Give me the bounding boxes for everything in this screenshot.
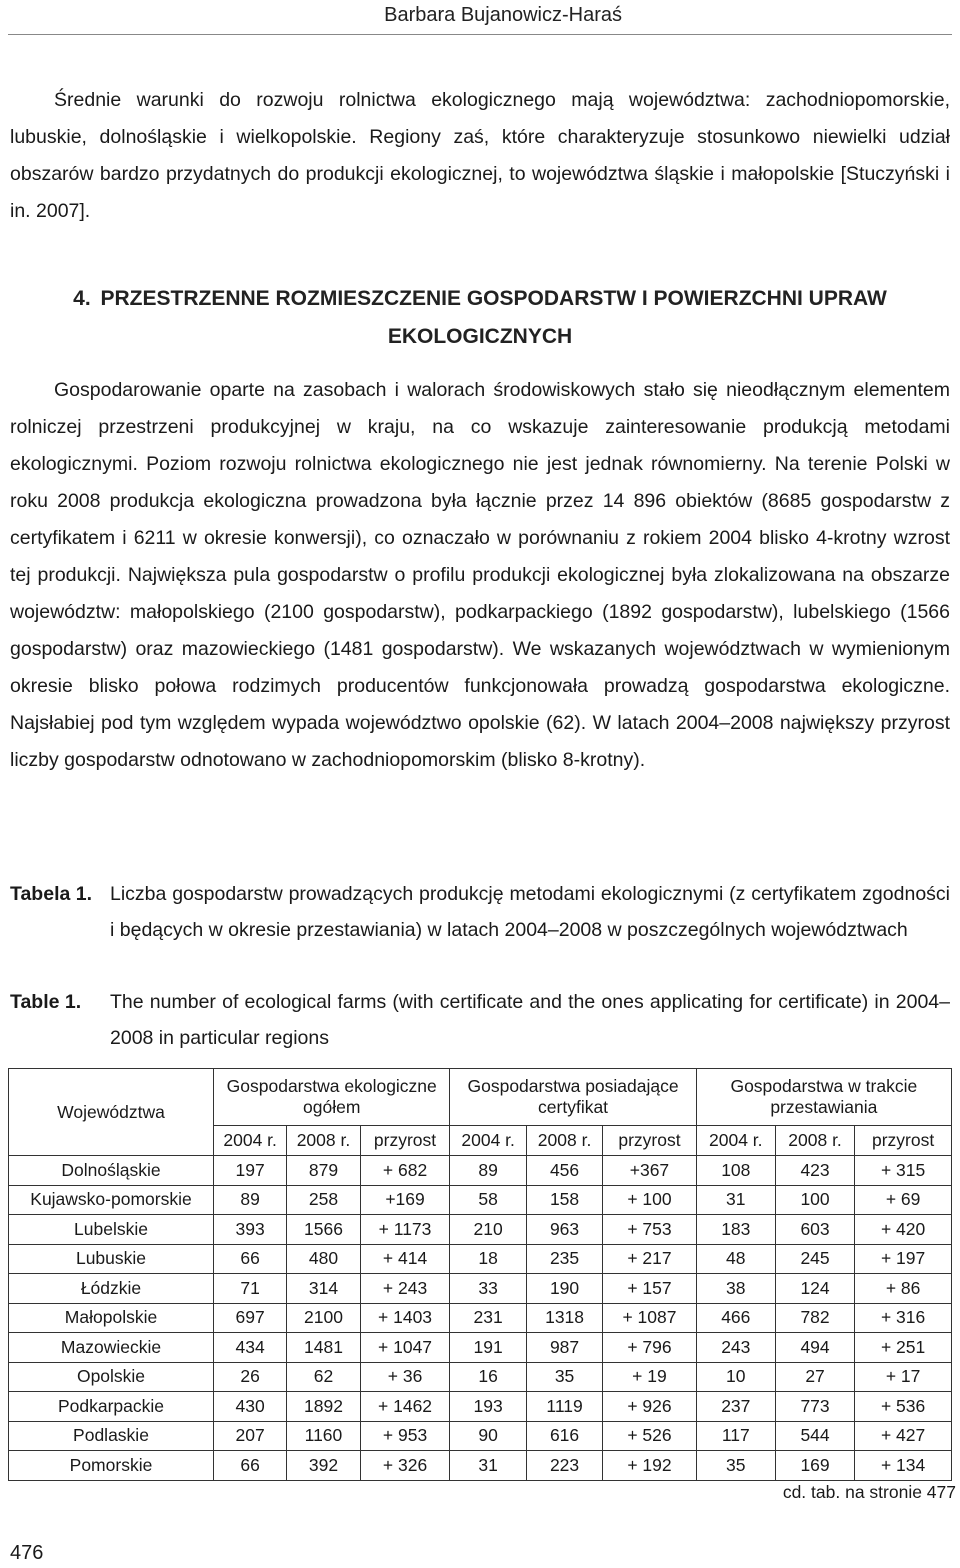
value-cell: + 17 [855, 1362, 952, 1392]
value-cell: 544 [775, 1421, 854, 1451]
value-cell: 879 [287, 1156, 360, 1186]
value-cell: 100 [775, 1185, 854, 1215]
subheader-2004: 2004 r. [214, 1126, 287, 1156]
value-cell: 89 [214, 1185, 287, 1215]
table-row [9, 1156, 952, 1186]
value-cell: + 682 [360, 1156, 450, 1186]
value-cell: + 1047 [360, 1333, 450, 1363]
table-row [9, 1185, 952, 1215]
value-cell: 963 [526, 1215, 602, 1245]
value-cell: 1318 [526, 1303, 602, 1333]
subheader-growth: przyrost [855, 1126, 952, 1156]
value-cell: 33 [450, 1274, 526, 1304]
table-row [9, 1215, 952, 1245]
section-heading [10, 280, 950, 356]
table-body [9, 1156, 952, 1481]
region-cell: Mazowieckie [9, 1333, 214, 1363]
value-cell: 392 [287, 1451, 360, 1481]
value-cell: + 36 [360, 1362, 450, 1392]
region-column-header: Województwa [9, 1069, 214, 1156]
value-cell: 987 [526, 1333, 602, 1363]
table-row [9, 1333, 952, 1363]
value-cell: 117 [696, 1421, 775, 1451]
region-cell: Podlaskie [9, 1421, 214, 1451]
value-cell: 456 [526, 1156, 602, 1186]
value-cell: + 1173 [360, 1215, 450, 1245]
region-cell: Małopolskie [9, 1303, 214, 1333]
value-cell: 697 [214, 1303, 287, 1333]
table-caption-en-label: Table 1. [10, 991, 82, 1013]
value-cell: 782 [775, 1303, 854, 1333]
value-cell: 314 [287, 1274, 360, 1304]
subheader-growth: przyrost [603, 1126, 696, 1156]
table-row [9, 1421, 952, 1451]
value-cell: 1892 [287, 1392, 360, 1422]
value-cell: 207 [214, 1421, 287, 1451]
value-cell: + 1462 [360, 1392, 450, 1422]
value-cell: + 1087 [603, 1303, 696, 1333]
value-cell: 108 [696, 1156, 775, 1186]
value-cell: + 19 [603, 1362, 696, 1392]
value-cell: 223 [526, 1451, 602, 1481]
value-cell: 603 [775, 1215, 854, 1245]
value-cell: 16 [450, 1362, 526, 1392]
region-cell: Lubelskie [9, 1215, 214, 1245]
value-cell: 48 [696, 1244, 775, 1274]
value-cell: + 316 [855, 1303, 952, 1333]
value-cell: 466 [696, 1303, 775, 1333]
region-cell: Kujawsko-pomorskie [9, 1185, 214, 1215]
value-cell: 66 [214, 1451, 287, 1481]
value-cell: 38 [696, 1274, 775, 1304]
section-title: PRZESTRZENNE ROZMIESZCZENIE GOSPODARSTW I POWIERZCHNI UPRAW EKOLOGICZNYCH [100, 287, 887, 348]
value-cell: 35 [526, 1362, 602, 1392]
subheader-2004: 2004 r. [450, 1126, 526, 1156]
table-caption-en [10, 984, 950, 1056]
value-cell: 124 [775, 1274, 854, 1304]
value-cell: + 243 [360, 1274, 450, 1304]
value-cell: + 536 [855, 1392, 952, 1422]
value-cell: 58 [450, 1185, 526, 1215]
value-cell: 18 [450, 1244, 526, 1274]
region-cell: Opolskie [9, 1362, 214, 1392]
value-cell: 210 [450, 1215, 526, 1245]
value-cell: + 526 [603, 1421, 696, 1451]
value-cell: + 953 [360, 1421, 450, 1451]
value-cell: 27 [775, 1362, 854, 1392]
value-cell: 31 [450, 1451, 526, 1481]
value-cell: 26 [214, 1362, 287, 1392]
region-cell: Łódzkie [9, 1274, 214, 1304]
region-cell: Dolnośląskie [9, 1156, 214, 1186]
value-cell: 10 [696, 1362, 775, 1392]
value-cell: + 414 [360, 1244, 450, 1274]
value-cell: + 753 [603, 1215, 696, 1245]
value-cell: +367 [603, 1156, 696, 1186]
value-cell: 616 [526, 1421, 602, 1451]
value-cell: 62 [287, 1362, 360, 1392]
value-cell: + 157 [603, 1274, 696, 1304]
continuation-note: cd. tab. na stronie 477 [782, 1482, 956, 1502]
value-cell: 1119 [526, 1392, 602, 1422]
value-cell: + 251 [855, 1333, 952, 1363]
value-cell: + 197 [855, 1244, 952, 1274]
subheader-2008: 2008 r. [775, 1126, 854, 1156]
table-caption-pl-label: Tabela 1. [10, 883, 93, 905]
value-cell: 423 [775, 1156, 854, 1186]
table-row [9, 1274, 952, 1304]
value-cell: 89 [450, 1156, 526, 1186]
value-cell: 190 [526, 1274, 602, 1304]
value-cell: + 326 [360, 1451, 450, 1481]
value-cell: 773 [775, 1392, 854, 1422]
value-cell: 197 [214, 1156, 287, 1186]
value-cell: + 86 [855, 1274, 952, 1304]
table-row [9, 1362, 952, 1392]
section-number: 4. [73, 287, 91, 310]
running-header-author: Barbara Bujanowicz-Haraś [384, 4, 622, 26]
value-cell: + 427 [855, 1421, 952, 1451]
value-cell: + 134 [855, 1451, 952, 1481]
value-cell: + 796 [603, 1333, 696, 1363]
value-cell: 237 [696, 1392, 775, 1422]
value-cell: 71 [214, 1274, 287, 1304]
value-cell: + 217 [603, 1244, 696, 1274]
value-cell: + 315 [855, 1156, 952, 1186]
farms-table [8, 1068, 952, 1481]
value-cell: 231 [450, 1303, 526, 1333]
value-cell: 245 [775, 1244, 854, 1274]
value-cell: 158 [526, 1185, 602, 1215]
value-cell: 191 [450, 1333, 526, 1363]
group-header-certified: Gospodarstwa posiadające certyfikat [450, 1069, 696, 1126]
value-cell: 90 [450, 1421, 526, 1451]
value-cell: + 192 [603, 1451, 696, 1481]
value-cell: + 420 [855, 1215, 952, 1245]
value-cell: 35 [696, 1451, 775, 1481]
region-cell: Podkarpackie [9, 1392, 214, 1422]
group-header-total: Gospodarstwa ekologiczne ogółem [214, 1069, 450, 1126]
main-paragraph: Gospodarowanie oparte na zasobach i walorach środowiskowych stało się nieodłącznym elementem rolniczej przestrzeni produkcyjnej w kraju, na co wskazuje zainteresowanie produkcją metodami ekologicznymi. Poziom rozwoju rolnictwa ekologicznego nie jest jednak równomierny. Na terenie Polski w roku 2008 produkcja ekologiczna prowadzona była łącznie przez 14 896 obiektów (8685 gospodarstw z certyfikatem i 6211 w okresie konwersji), co oznaczało w porównaniu z rokiem 2004 blisko 4-krotny wzrost tej produkcji. Największa pula gospodarstw o profilu produkcji ekologicznej była zlokalizowana na obszarze województw: małopolskiego (2100 gospodarstw), podkarpackiego (1892 gospodarstw), lubelskiego (1566 gospodarstw) oraz mazowieckiego (1481 gospodarstw). We wskazanych województwach w wymienionym okresie blisko połowa rodzimych producentów funkcjonowała prowadzą gospodarstwa ekologiczne. Najsłabiej pod tym względem wypada województwo opolskie (62). W latach 2004–2008 największy przyrost liczby gospodarstw odnotowano w zachodniopomorskim (blisko 8-krotny). [10, 379, 950, 771]
value-cell: + 69 [855, 1185, 952, 1215]
value-cell: 31 [696, 1185, 775, 1215]
value-cell: 2100 [287, 1303, 360, 1333]
table-row [9, 1392, 952, 1422]
region-cell: Lubuskie [9, 1244, 214, 1274]
value-cell: 1481 [287, 1333, 360, 1363]
value-cell: 434 [214, 1333, 287, 1363]
value-cell: + 100 [603, 1185, 696, 1215]
value-cell: 393 [214, 1215, 287, 1245]
group-header-conversion: Gospodarstwa w trakcie przestawiania [696, 1069, 951, 1126]
value-cell: 1566 [287, 1215, 360, 1245]
value-cell: 243 [696, 1333, 775, 1363]
value-cell: 183 [696, 1215, 775, 1245]
value-cell: + 1403 [360, 1303, 450, 1333]
value-cell: 494 [775, 1333, 854, 1363]
value-cell: +169 [360, 1185, 450, 1215]
header-divider [8, 34, 952, 35]
subheader-2008: 2008 r. [526, 1126, 602, 1156]
value-cell: 193 [450, 1392, 526, 1422]
value-cell: + 926 [603, 1392, 696, 1422]
value-cell: 66 [214, 1244, 287, 1274]
value-cell: 258 [287, 1185, 360, 1215]
table-caption-pl-text: Liczba gospodarstw prowadzących produkcję metodami ekologicznymi (z certyfikatem zgodności i będących w okresie przestawiania) w latach 2004–2008 w poszczególnych województwach [110, 883, 950, 941]
value-cell: 480 [287, 1244, 360, 1274]
region-cell: Pomorskie [9, 1451, 214, 1481]
table-row [9, 1244, 952, 1274]
table-row [9, 1451, 952, 1481]
value-cell: 1160 [287, 1421, 360, 1451]
intro-paragraph: Średnie warunki do rozwoju rolnictwa ekologicznego mają województwa: zachodniopomorskie, lubuskie, dolnośląskie i wielkopolskie. Regiony zaś, które charakteryzuje stosunkowo niewielki udział obszarów bardzo przydatnych do produkcji ekologicznej, to województwa śląskie i małopolskie [Stuczyński i in. 2007]. [10, 89, 950, 222]
subheader-growth: przyrost [360, 1126, 450, 1156]
value-cell: 235 [526, 1244, 602, 1274]
page-number: 476 [10, 1542, 44, 1564]
table-caption-en-text: The number of ecological farms (with certificate and the ones applicating for certificate) in 2004–2008 in particular regions [110, 991, 950, 1049]
subheader-2004: 2004 r. [696, 1126, 775, 1156]
table-caption-pl [10, 876, 950, 948]
subheader-2008: 2008 r. [287, 1126, 360, 1156]
value-cell: 430 [214, 1392, 287, 1422]
value-cell: 169 [775, 1451, 854, 1481]
table-row [9, 1303, 952, 1333]
